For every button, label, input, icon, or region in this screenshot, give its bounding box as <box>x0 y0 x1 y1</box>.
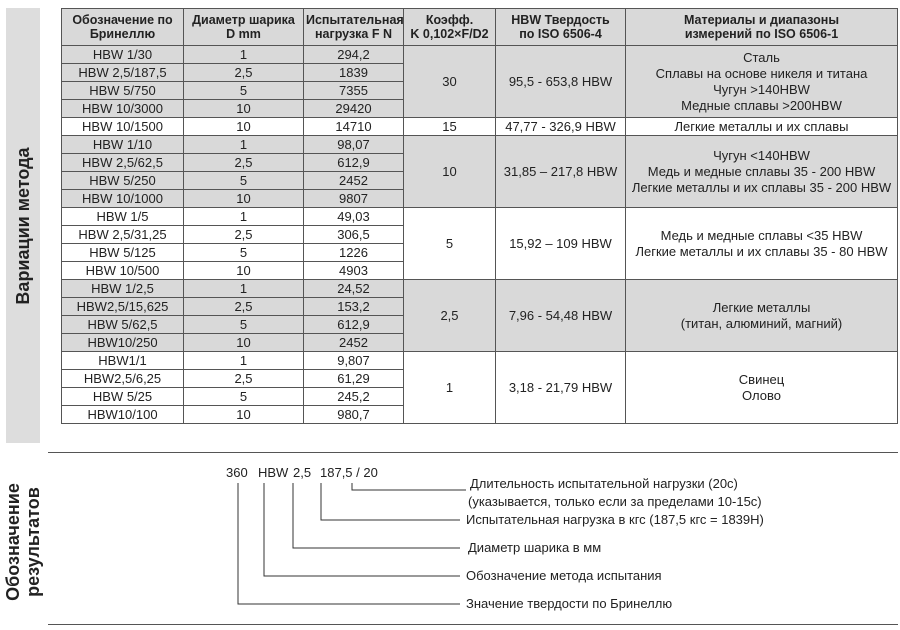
designation-cell: HBW1/1 <box>62 352 184 370</box>
ball-diameter-cell: 2,5 <box>184 226 304 244</box>
test-force-cell: 612,9 <box>304 154 404 172</box>
materials-line: Чугун <140HBW <box>713 147 810 163</box>
ball-diameter-cell: 1 <box>184 208 304 226</box>
test-force-cell: 294,2 <box>304 46 404 64</box>
materials-line: Легкие металлы и их сплавы 35 - 200 HBW <box>631 179 892 195</box>
test-force-cell: 2452 <box>304 172 404 190</box>
ball-diameter-cell: 5 <box>184 316 304 334</box>
leader-ball <box>293 483 460 548</box>
materials-line: (титан, алюминий, магний) <box>680 315 843 331</box>
example-ball-diameter: 2,5 <box>293 465 312 480</box>
hbw-range-cell: 3,18 - 21,79 HBW <box>496 352 626 424</box>
designation-cell: HBW 5/25 <box>62 388 184 406</box>
label-duration: Длительность испытательной нагрузки (20с) <box>470 476 738 491</box>
leader-force <box>321 483 460 520</box>
materials-line: Медь и медные сплавы <35 HBW <box>660 227 863 243</box>
test-force-cell: 9,807 <box>304 352 404 370</box>
ball-diameter-cell: 5 <box>184 244 304 262</box>
designation-cell: HBW 10/500 <box>62 262 184 280</box>
ball-diameter-cell: 1 <box>184 46 304 64</box>
materials-line: Свинец <box>738 371 785 387</box>
ball-diameter-cell: 1 <box>184 280 304 298</box>
leader-duration <box>352 483 466 490</box>
materials-line: Медь и медные сплавы 35 - 200 HBW <box>647 163 876 179</box>
header-designation-l1: Обозначение по <box>72 13 173 27</box>
materials-line: Чугун >140HBW <box>713 81 810 97</box>
materials-line: Олово <box>742 387 781 403</box>
coefficient-cell: 15 <box>404 118 496 136</box>
hbw-range-cell: 47,77 - 326,9 HBW <box>496 118 626 136</box>
header-mat-l2: измерений по ISO 6506-1 <box>684 27 839 41</box>
variations-label-text: Вариации метода <box>13 146 33 305</box>
designation-cell: HBW10/250 <box>62 334 184 352</box>
ball-diameter-cell: 5 <box>184 82 304 100</box>
test-force-cell: 980,7 <box>304 406 404 424</box>
test-force-cell: 7355 <box>304 82 404 100</box>
test-force-cell: 29420 <box>304 100 404 118</box>
hbw-range-cell: 7,96 - 54,48 HBW <box>496 280 626 352</box>
designation-cell: HBW 2,5/31,25 <box>62 226 184 244</box>
header-force-l2: нагрузка F N <box>315 27 392 41</box>
header-designation-l2: Бринеллю <box>89 27 156 41</box>
header-mat-l1: Материалы и диапазоны <box>683 13 840 27</box>
test-force-cell: 1226 <box>304 244 404 262</box>
designation-cell: HBW 5/62,5 <box>62 316 184 334</box>
ball-diameter-cell: 2,5 <box>184 154 304 172</box>
test-force-cell: 98,07 <box>304 136 404 154</box>
materials-line: Сплавы на основе никеля и титана <box>655 65 868 81</box>
test-force-cell: 61,29 <box>304 370 404 388</box>
designation-cell: HBW 1/30 <box>62 46 184 64</box>
designation-cell: HBW 5/125 <box>62 244 184 262</box>
ball-diameter-cell: 2,5 <box>184 370 304 388</box>
ball-diameter-cell: 5 <box>184 172 304 190</box>
header-force-l1: Испытательная <box>306 13 404 27</box>
header-ball-l1: Диаметр шарика <box>192 13 295 27</box>
leader-hardness <box>238 483 460 604</box>
designation-cell: HBW 1/2,5 <box>62 280 184 298</box>
materials-line: Сталь <box>743 49 780 65</box>
header-hbw-l1: HBW Твердость <box>511 13 610 27</box>
ball-diameter-cell: 2,5 <box>184 64 304 82</box>
label-duration-note: (указывается, только если за пределами 10-15с) <box>468 494 762 509</box>
test-force-cell: 612,9 <box>304 316 404 334</box>
test-force-cell: 1839 <box>304 64 404 82</box>
test-force-cell: 153,2 <box>304 298 404 316</box>
test-force-cell: 306,5 <box>304 226 404 244</box>
hbw-range-cell: 15,92 – 109 HBW <box>496 208 626 280</box>
header-coef-l1: Коэфф. <box>425 13 474 27</box>
ball-diameter-cell: 10 <box>184 262 304 280</box>
designation-cell: HBW 2,5/187,5 <box>62 64 184 82</box>
test-force-cell: 9807 <box>304 190 404 208</box>
materials-line: Легкие металлы и их сплавы 35 - 80 HBW <box>635 243 888 259</box>
ball-diameter-cell: 5 <box>184 388 304 406</box>
coefficient-cell: 5 <box>404 208 496 280</box>
test-force-cell: 14710 <box>304 118 404 136</box>
hbw-range-cell: 95,5 - 653,8 HBW <box>496 46 626 118</box>
materials-line: Медные сплавы >200HBW <box>681 97 842 113</box>
label-hardness: Значение твердости по Бринеллю <box>466 596 673 611</box>
coefficient-cell: 10 <box>404 136 496 208</box>
designation-cell: HBW10/100 <box>62 406 184 424</box>
ball-diameter-cell: 10 <box>184 100 304 118</box>
label-method: Обозначение метода испытания <box>466 568 662 583</box>
designation-cell: HBW 5/250 <box>62 172 184 190</box>
ball-diameter-cell: 2,5 <box>184 298 304 316</box>
test-force-cell: 49,03 <box>304 208 404 226</box>
test-force-cell: 245,2 <box>304 388 404 406</box>
designation-cell: HBW 1/5 <box>62 208 184 226</box>
designation-cell: HBW 10/3000 <box>62 100 184 118</box>
test-force-cell: 24,52 <box>304 280 404 298</box>
coefficient-cell: 30 <box>404 46 496 118</box>
designation-cell: HBW 2,5/62,5 <box>62 154 184 172</box>
ball-diameter-cell: 1 <box>184 352 304 370</box>
header-hbw-l2: по ISO 6506-4 <box>519 27 602 41</box>
example-force-duration: 187,5 / 20 <box>320 465 378 480</box>
ball-diameter-cell: 10 <box>184 118 304 136</box>
materials-line: Легкие металлы <box>712 299 811 315</box>
ball-diameter-cell: 10 <box>184 190 304 208</box>
ball-diameter-cell: 10 <box>184 406 304 424</box>
results-label-line1: Обозначение <box>3 483 23 601</box>
ball-diameter-cell: 10 <box>184 334 304 352</box>
example-method: HBW <box>258 465 289 480</box>
coefficient-cell: 2,5 <box>404 280 496 352</box>
results-label-line2: результатов <box>23 487 43 597</box>
test-force-cell: 2452 <box>304 334 404 352</box>
ball-diameter-cell: 1 <box>184 136 304 154</box>
designation-cell: HBW 10/1500 <box>62 118 184 136</box>
materials-line: Легкие металлы и их сплавы <box>674 118 849 134</box>
label-ball-diameter: Диаметр шарика в мм <box>468 540 602 555</box>
designation-cell: HBW 10/1000 <box>62 190 184 208</box>
header-ball-l2: D mm <box>226 27 261 41</box>
hbw-range-cell: 31,85 – 217,8 HBW <box>496 136 626 208</box>
designation-cell: HBW2,5/6,25 <box>62 370 184 388</box>
coefficient-cell: 1 <box>404 352 496 424</box>
example-hardness-value: 360 <box>226 465 248 480</box>
designation-cell: HBW 1/10 <box>62 136 184 154</box>
header-coef-l2: K 0,102×F/D2 <box>410 27 489 41</box>
designation-cell: HBW2,5/15,625 <box>62 298 184 316</box>
test-force-cell: 4903 <box>304 262 404 280</box>
label-force: Испытательная нагрузка в кгс (187,5 кгс = 1839Н) <box>466 512 764 527</box>
designation-cell: HBW 5/750 <box>62 82 184 100</box>
